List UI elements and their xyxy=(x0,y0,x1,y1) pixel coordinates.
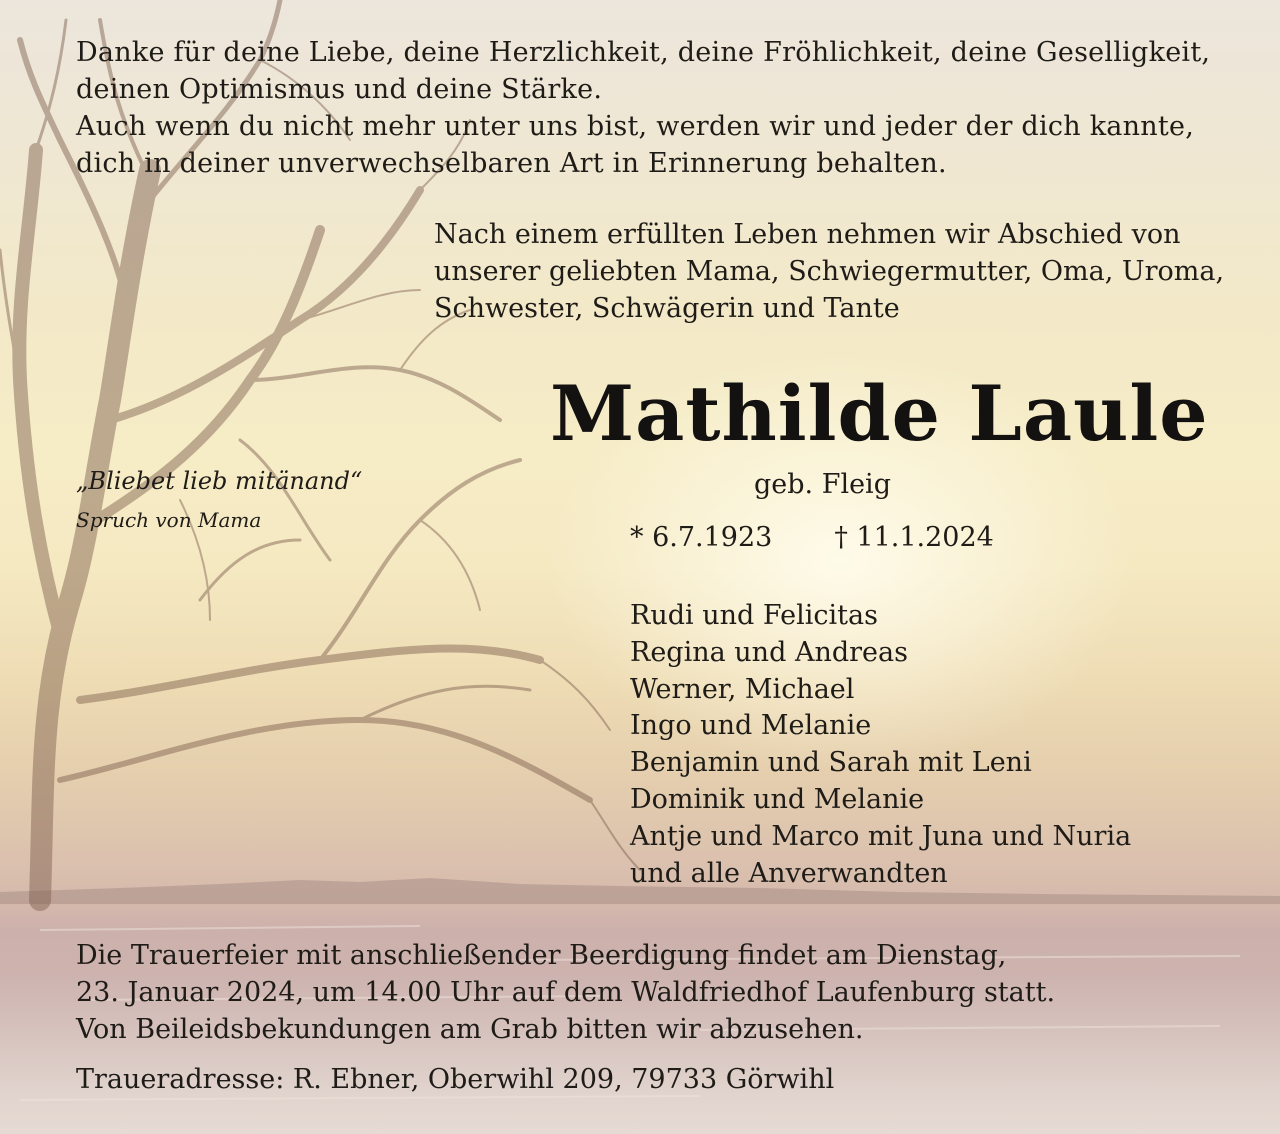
intro-text xyxy=(76,34,1210,182)
mourner-entry: Regina und Andreas xyxy=(630,636,908,668)
maiden-name: geb. Fleig xyxy=(754,469,891,500)
service-line: Die Trauerfeier mit anschließender Beerdigung findet am Dienstag, xyxy=(76,940,1007,971)
intro-line: dich in deiner unverwechselbaren Art in Erinnerung behalten. xyxy=(76,148,947,179)
mourning-address: Traueradresse: R. Ebner, Oberwihl 209, 79733 Görwihl xyxy=(76,1064,835,1095)
farewell-line: Nach einem erfüllten Leben nehmen wir Abschied von xyxy=(434,219,1181,250)
mourners-list xyxy=(630,598,1131,892)
death-date: † 11.1.2024 xyxy=(834,522,994,553)
farewell-text xyxy=(434,216,1224,327)
mourner-entry: Dominik und Melanie xyxy=(630,783,925,815)
intro-line: Auch wenn du nicht mehr unter uns bist, werden wir und jeder der dich kannte, xyxy=(76,111,1195,142)
farewell-line: unserer geliebten Mama, Schwiegermutter, Oma, Uroma, xyxy=(434,256,1225,287)
service-info xyxy=(76,937,1055,1048)
mourner-entry: und alle Anverwandten xyxy=(630,857,948,889)
mourner-entry: Ingo und Melanie xyxy=(630,710,872,742)
mourner-entry: Benjamin und Sarah mit Leni xyxy=(630,747,1032,779)
mourner-entry: Antje und Marco mit Juna und Nuria xyxy=(630,820,1132,852)
birth-date: * 6.7.1923 xyxy=(630,522,773,553)
deceased-name: Mathilde Laule xyxy=(550,369,1209,458)
intro-line: Danke für deine Liebe, deine Herzlichkeit, deine Fröhlichkeit, deine Geselligkeit, xyxy=(76,37,1211,68)
service-line: Von Beileidsbekundungen am Grab bitten wir abzusehen. xyxy=(76,1014,864,1045)
quote: „Bliebet lieb mitänand“ xyxy=(76,467,363,495)
life-dates xyxy=(630,519,994,556)
mourner-entry: Werner, Michael xyxy=(630,673,855,705)
mourner-entry: Rudi und Felicitas xyxy=(630,600,878,631)
quote-source: Spruch von Mama xyxy=(76,508,262,532)
intro-line: deinen Optimismus und deine Stärke. xyxy=(76,74,603,105)
service-line: 23. Januar 2024, um 14.00 Uhr auf dem Waldfriedhof Laufenburg statt. xyxy=(76,977,1056,1008)
farewell-line: Schwester, Schwägerin und Tante xyxy=(434,293,900,324)
